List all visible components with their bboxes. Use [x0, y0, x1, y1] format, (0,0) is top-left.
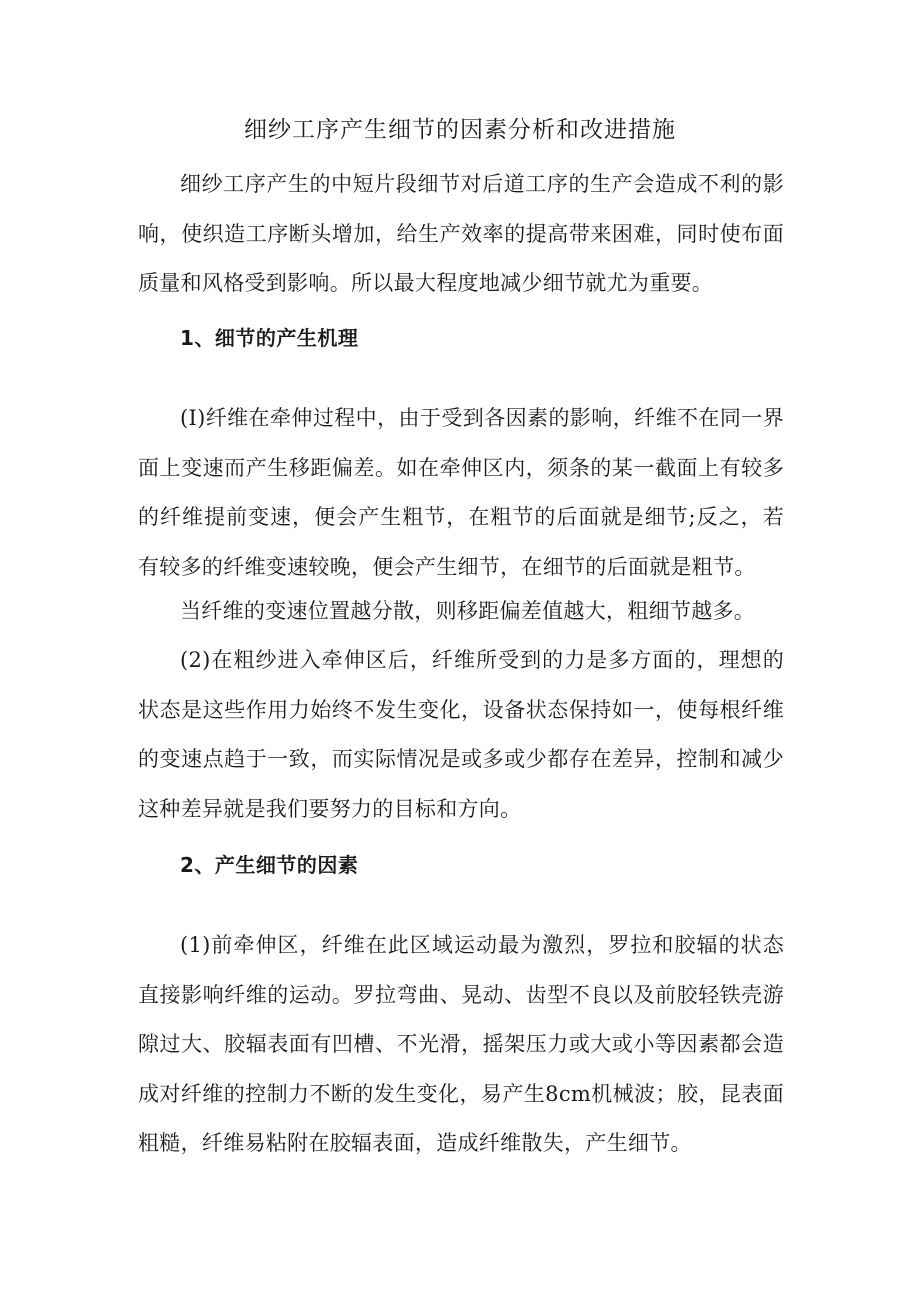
- section-2-paragraph-1: (1)前牵伸区，纤维在此区域运动最为激烈，罗拉和胶辐的状态直接影响纤维的运动。罗拉弯曲、晃动、齿型不良以及前胶轻铁壳游隙过大、胶辐表面有凹槽、不光滑，摇架压力或大或小等因素都会造成对纤维的控制力不断的发生变化，易产生8cm机械波；胶，昆表面粗糙，纤维易粘附在胶辐表面，造成纤维散失，产生细节。: [138, 933, 784, 1155]
- section-2-heading: 2、产生细节的因素: [180, 853, 359, 877]
- document-title: 细纱工序产生细节的因素分析和改进措施: [244, 117, 676, 143]
- intro-paragraph: 细纱工序产生的中短片段细节对后道工序的生产会造成不利的影响，使织造工序断头增加，给生产效率的提高带来困难，同时使布面质量和风格受到影响。所以最大程度地减少细节就尤为重要。: [138, 172, 784, 295]
- section-1-paragraph-2: 当纤维的变速位置越分散，则移距偏差值越大，粗细节越多。: [180, 599, 756, 623]
- section-1-paragraph-1: (I)纤维在牵伸过程中，由于受到各因素的影响，纤维不在同一界面上变速而产生移距偏差。如在牵伸区内，须条的某一截面上有较多的纤维提前变速，便会产生粗节，在粗节的后面就是细节;反之，若有较多的纤维变速较晚，便会产生细节，在细节的后面就是粗节。: [138, 406, 784, 579]
- section-1-paragraph-3: (2)在粗纱进入牵伸区后，纤维所受到的力是多方面的，理想的状态是这些作用力始终不发生变化，设备状态保持如一，使每根纤维的变速点趋于一致，而实际情况是或多或少都存在差异，控制和减少这种差异就是我们要努力的目标和方向。: [138, 648, 784, 821]
- section-1-heading: 1、细节的产生机理: [180, 326, 359, 350]
